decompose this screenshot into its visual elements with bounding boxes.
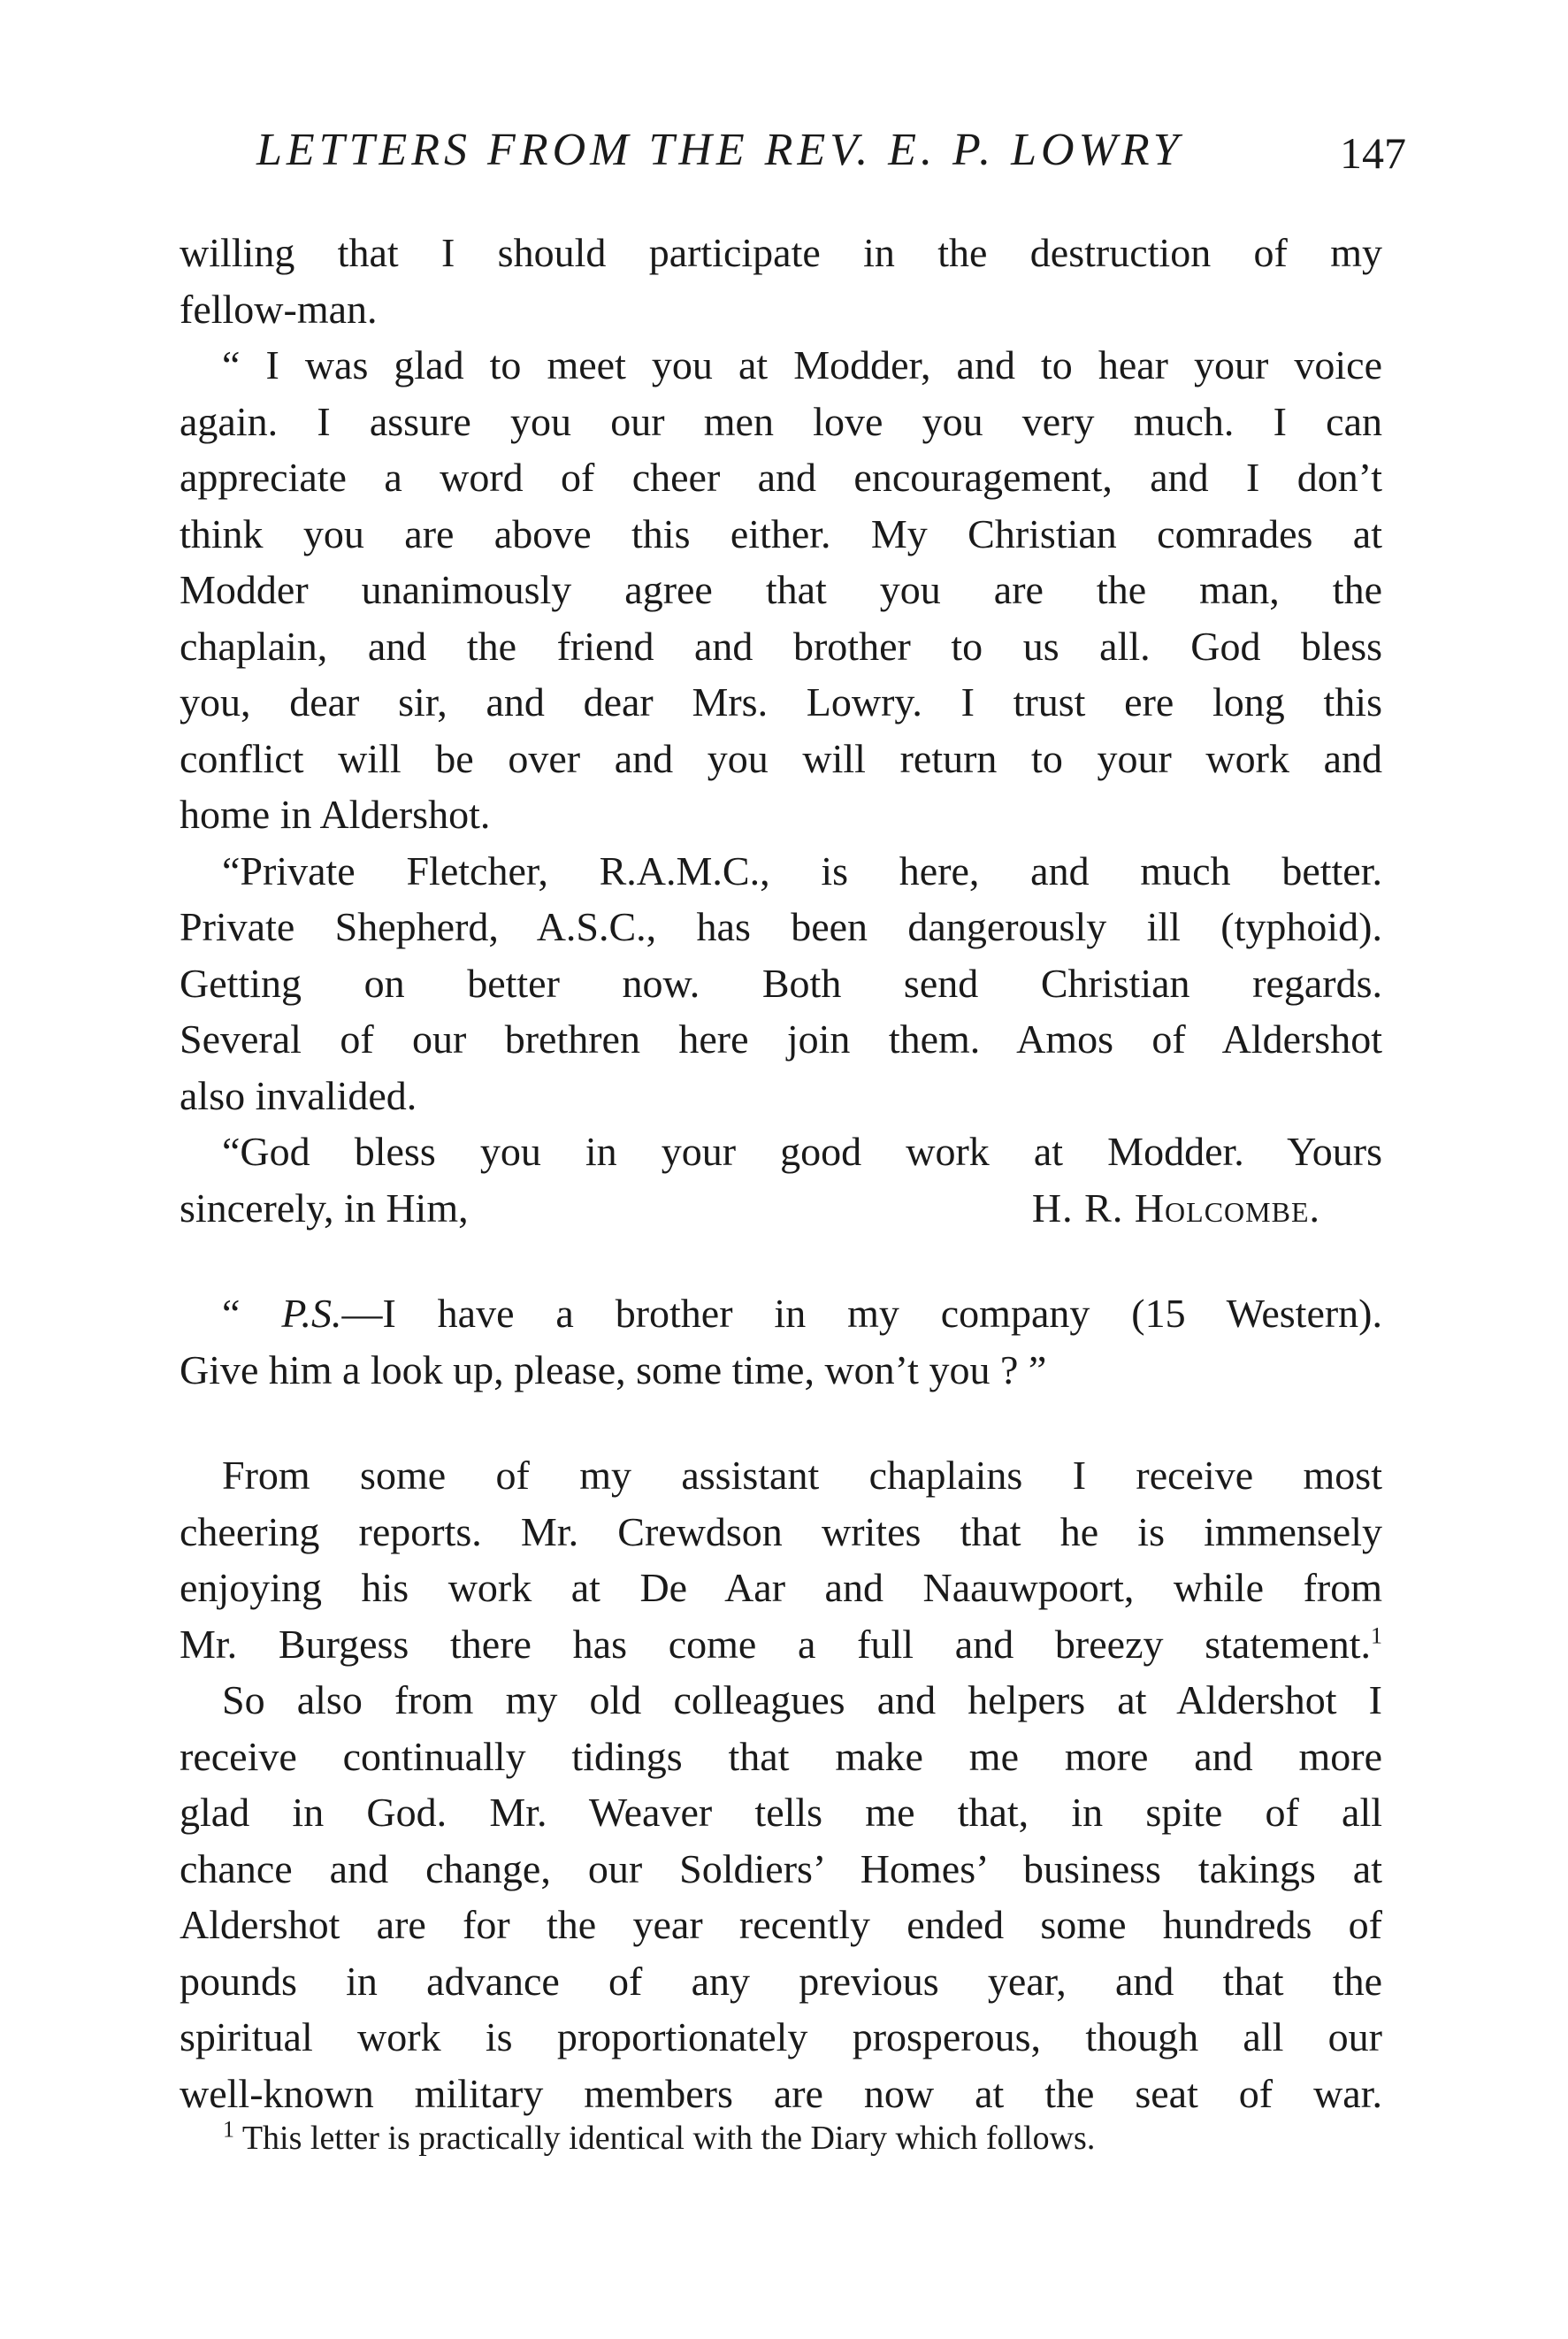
footnote-reference[interactable]: 1 xyxy=(1371,1622,1382,1649)
text-line: “ I was glad to meet you at Modder, and to hear your voice xyxy=(222,342,1382,387)
text-line: willing that I should participate in the destruction of my xyxy=(180,230,1382,275)
text-line: Modder unanimously agree that you are the man, the xyxy=(180,567,1382,612)
ps-open-quote: “ xyxy=(222,1291,282,1336)
text-line: So also from my old colleagues and helpers at Aldershot I xyxy=(222,1677,1382,1722)
text-line: fellow-man. xyxy=(180,286,378,332)
text-line: Give him a look up, please, some time, won’t you ? ” xyxy=(180,1346,1047,1392)
footnote-text: This letter is practically identical with the Diary which follows. xyxy=(241,2120,1096,2157)
text-line: think you are above this either. My Christian comrades at xyxy=(180,510,1382,556)
spacer xyxy=(180,1236,1382,1285)
text-line: chance and change, our Soldiers’ Homes’ business takings at xyxy=(180,1845,1382,1891)
text-line: appreciate a word of cheer and encouragement, and I don’t xyxy=(180,455,1382,500)
signoff-closing: sincerely, in Him, xyxy=(180,1185,469,1231)
text-line-with-footnote xyxy=(180,1616,1382,1673)
spacer xyxy=(180,1398,1382,1447)
text-line: you, dear sir, and dear Mrs. Lowry. I trust ere long this xyxy=(180,679,1382,725)
signoff-signature: H. R. Holcombe. xyxy=(1031,1185,1320,1231)
footnote xyxy=(223,2116,1381,2160)
text-line: receive continually tidings that make me more and more xyxy=(180,1733,1382,1779)
text-line: cheering reports. Mr. Crewdson writes that he is immensely xyxy=(180,1508,1382,1554)
text-line: also invalided. xyxy=(180,1072,417,1118)
text-line: glad in God. Mr. Weaver tells me that, in spite of all xyxy=(180,1790,1382,1835)
text-line: pounds in advance of any previous year, and that the xyxy=(180,1958,1382,2004)
text-line: From some of my assistant chaplains I receive most xyxy=(222,1453,1382,1498)
ps-label: P.S. xyxy=(281,1291,342,1336)
page-body xyxy=(180,225,1382,2121)
running-title: LETTERS FROM THE REV. E. P. LOWRY xyxy=(256,125,1183,175)
text-line: conflict will be over and you will return to your work and xyxy=(180,735,1382,781)
text-line: Getting on better now. Both send Christian regards. xyxy=(180,960,1382,1006)
text-line: “God bless you in your good work at Modder. Yours xyxy=(222,1129,1382,1174)
page-number: 147 xyxy=(1340,128,1406,178)
text-line: chaplain, and the friend and brother to us all. God bless xyxy=(180,623,1382,669)
postscript-line xyxy=(180,1285,1382,1342)
text-line: home in Aldershot. xyxy=(180,792,491,837)
text-line: “Private Fletcher, R.A.M.C., is here, and much better. xyxy=(222,847,1382,893)
text-line: enjoying his work at De Aar and Naauwpoort, while from xyxy=(180,1565,1382,1610)
ps-line-text: —I have a brother in my company (15 Western). xyxy=(341,1291,1383,1336)
text-line: Aldershot are for the year recently ended some hundreds of xyxy=(180,1902,1382,1947)
letter-signoff xyxy=(180,1180,1382,1237)
footnote-mark: 1 xyxy=(223,2116,234,2143)
text-line: Several of our brethren here join them. Amos of Aldershot xyxy=(180,1016,1382,1062)
text-line: Private Shepherd, A.S.C., has been dangerously ill (typhoid). xyxy=(180,904,1382,949)
text-line: again. I assure you our men love you very much. I can xyxy=(180,398,1382,444)
text-line: well-known military members are now at the seat of war. xyxy=(180,2070,1382,2116)
page-header xyxy=(256,124,1406,195)
text-line: spiritual work is proportionately prosperous, though all our xyxy=(180,2014,1382,2059)
text-line-content: Mr. Burgess there has come a full and breezy statement. xyxy=(180,1621,1371,1667)
